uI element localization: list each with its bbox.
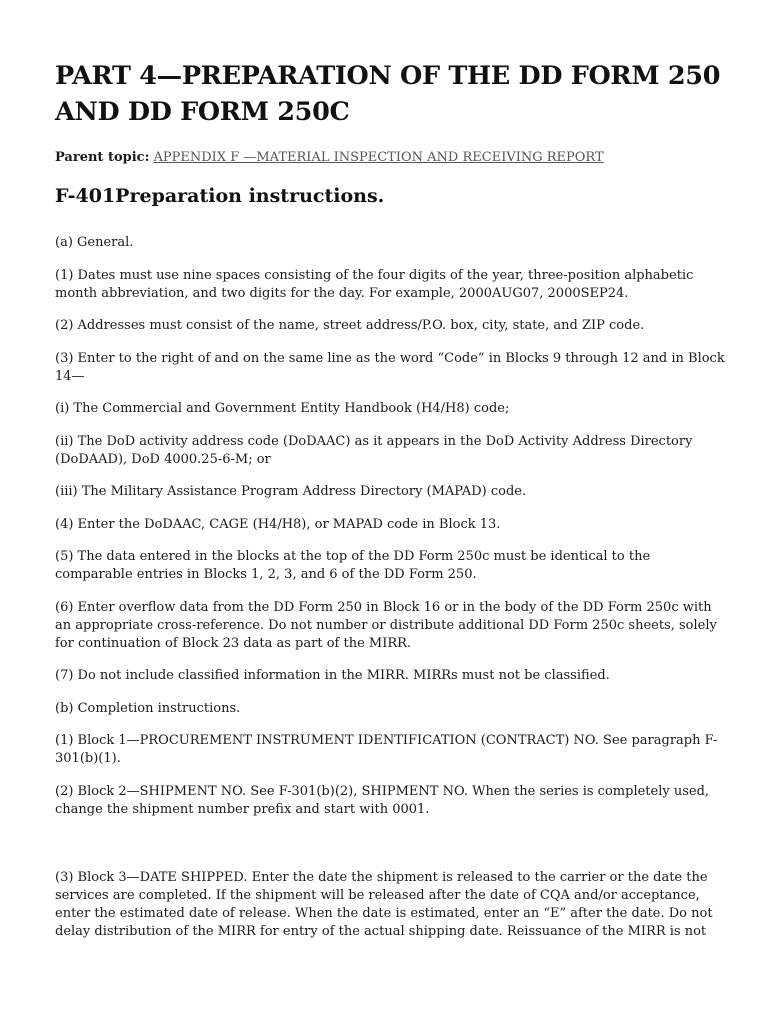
paragraph-list	[55, 234, 725, 941]
paragraph: (2) Block 2—SHIPMENT NO. See F-301(b)(2), SHIPMENT NO. When the series is completely used, change the shipment number prefix and start with 0001.	[55, 783, 710, 817]
paragraph: (b) Completion instructions.	[55, 700, 241, 716]
paragraph: (2) Addresses must consist of the name, street address/P.O. box, city, state, and ZIP code.	[55, 318, 645, 333]
parent-topic-link[interactable]: APPENDIX F —MATERIAL INSPECTION AND RECEIVING REPORT	[153, 150, 604, 165]
paragraph: (1) Block 1—PROCUREMENT INSTRUMENT IDENTIFICATION (CONTRACT) NO. See paragraph F-301(b)(1).	[55, 733, 718, 766]
paragraph: (5) The data entered in the blocks at the top of the DD Form 250c must be identical to the comparable entries in Blocks 1, 2, 3, and 6 of the DD Form 250.	[55, 549, 651, 582]
paragraph: (a) General.	[55, 235, 134, 250]
paragraph: (ii) The DoD activity address code (DoDAAC) as it appears in the DoD Activity Address Directory (DoDAAD), DoD 4000.25-6-M; or	[55, 433, 693, 467]
parent-topic	[55, 149, 725, 167]
paragraph: (6) Enter overflow data from the DD Form 250 in Block 16 or in the body of the DD Form 250c with an appropriate cross-reference. Do not number or distribute additional DD Form 250c sheets, solely for continuation of Block 23 data as part of the MIRR.	[55, 599, 717, 651]
page-title: PART 4—PREPARATION OF THE DD FORM 250 AND DD FORM 250C	[55, 61, 721, 127]
section-title: F-401Preparation instructions.	[55, 185, 385, 207]
paragraph: (iii) The Military Assistance Program Address Directory (MAPAD) code.	[55, 484, 527, 499]
document-content	[55, 58, 725, 955]
paragraph: (7) Do not include classified information in the MIRR. MIRRs must not be classified.	[55, 668, 610, 683]
parent-topic-label: Parent topic:	[55, 150, 150, 165]
paragraph: (3) Block 3—DATE SHIPPED. Enter the date the shipment is released to the carrier or the date the services are completed. If the shipment will be released after the date of CQA and/or acceptance, enter the estimated date of release. When the date is estimated, enter an “E” after the date. Do not delay distribution of the MIRR for entry of the actual shipping date. Reissuance of the MIRR is not	[55, 869, 713, 939]
paragraph: (i) The Commercial and Government Entity Handbook (H4/H8) code;	[55, 401, 510, 416]
paragraph: (1) Dates must use nine spaces consisting of the four digits of the year, three-position alphabetic month abbreviation, and two digits for the day. For example, 2000AUG07, 2000SEP24.	[55, 267, 694, 301]
paragraph: (3) Enter to the right of and on the same line as the word “Code” in Blocks 9 through 12 and in Block 14—	[55, 350, 725, 384]
paragraph: (4) Enter the DoDAAC, CAGE (H4/H8), or MAPAD code in Block 13.	[55, 516, 501, 532]
